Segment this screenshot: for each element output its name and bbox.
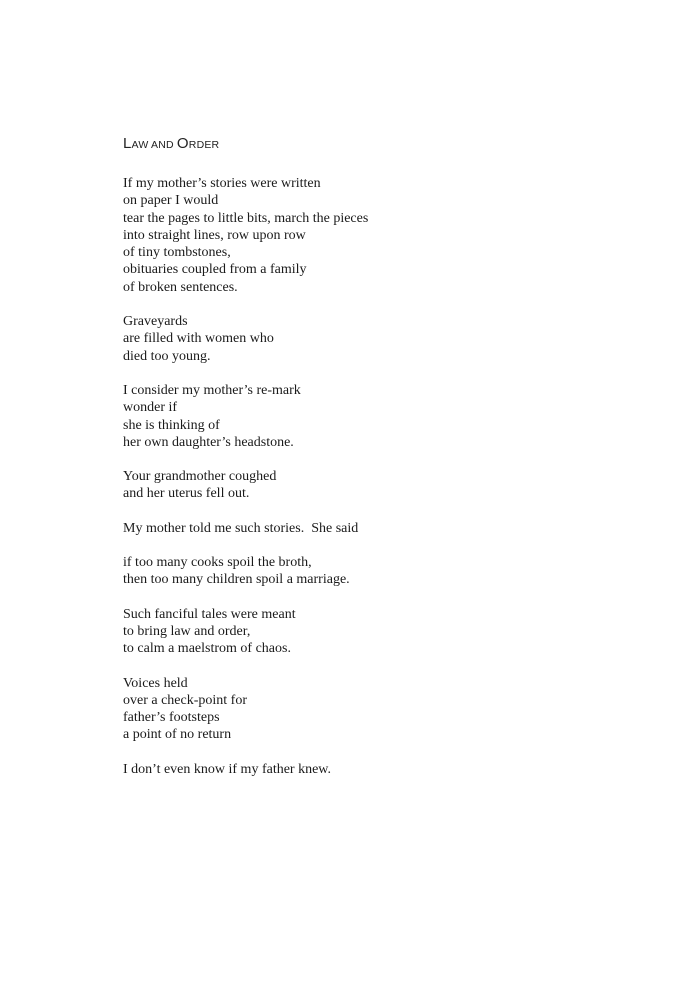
poem-line: are filled with women who (123, 331, 274, 347)
poem-line: to bring law and order, (123, 623, 251, 639)
poem-line: Such fanciful tales were meant (123, 606, 296, 622)
stanza (123, 313, 603, 365)
poem-line: father’s footsteps (123, 710, 220, 726)
poem-line: tear the pages to little bits, march the pieces (123, 210, 369, 226)
poem-line: to calm a maelstrom of chaos. (123, 641, 291, 657)
poem-line: of broken sentences. (123, 279, 238, 295)
poem-line: Voices held (123, 675, 188, 691)
stanza (123, 382, 603, 451)
poem-line: into straight lines, row upon row (123, 227, 306, 243)
poem-line: obituaries coupled from a family (123, 262, 307, 278)
poem-line: if too many cooks spoil the broth, (123, 555, 312, 571)
poem-line: I don’t even know if my father knew. (123, 761, 331, 777)
poem-line: she is thinking of (123, 417, 220, 433)
poem-line: over a check-point for (123, 692, 247, 708)
poem-line: on paper I would (123, 193, 219, 209)
poem-title (123, 134, 603, 155)
stanza (123, 675, 603, 744)
poem-line: Graveyards (123, 314, 188, 330)
stanza (123, 606, 603, 658)
stanza (123, 520, 603, 537)
poem-line: wonder if (123, 400, 178, 416)
poem-line: died too young. (123, 348, 211, 364)
poem-line: Your grandmother coughed (123, 469, 277, 485)
stanza (123, 761, 603, 778)
title-part-1: AW AND (131, 139, 177, 151)
poem-line: My mother told me such stories. She said (123, 520, 359, 536)
stanza (123, 554, 603, 589)
stanza (123, 468, 603, 503)
stanza (123, 175, 603, 296)
poem-line: of tiny tombstones, (123, 245, 231, 261)
title-part-2: RDER (188, 139, 220, 151)
poem-page (123, 134, 603, 795)
poem-line: I consider my mother’s re-mark (123, 382, 301, 398)
poem-line: then too many children spoil a marriage. (123, 572, 350, 588)
poem-line: If my mother’s stories were written (123, 176, 321, 191)
poem-line: and her uterus fell out. (123, 486, 250, 502)
title-initial-2: O (176, 135, 189, 152)
title-initial-1: L (123, 135, 132, 152)
poem-line: a point of no return (123, 727, 232, 743)
poem-line: her own daughter’s headstone. (123, 434, 294, 450)
